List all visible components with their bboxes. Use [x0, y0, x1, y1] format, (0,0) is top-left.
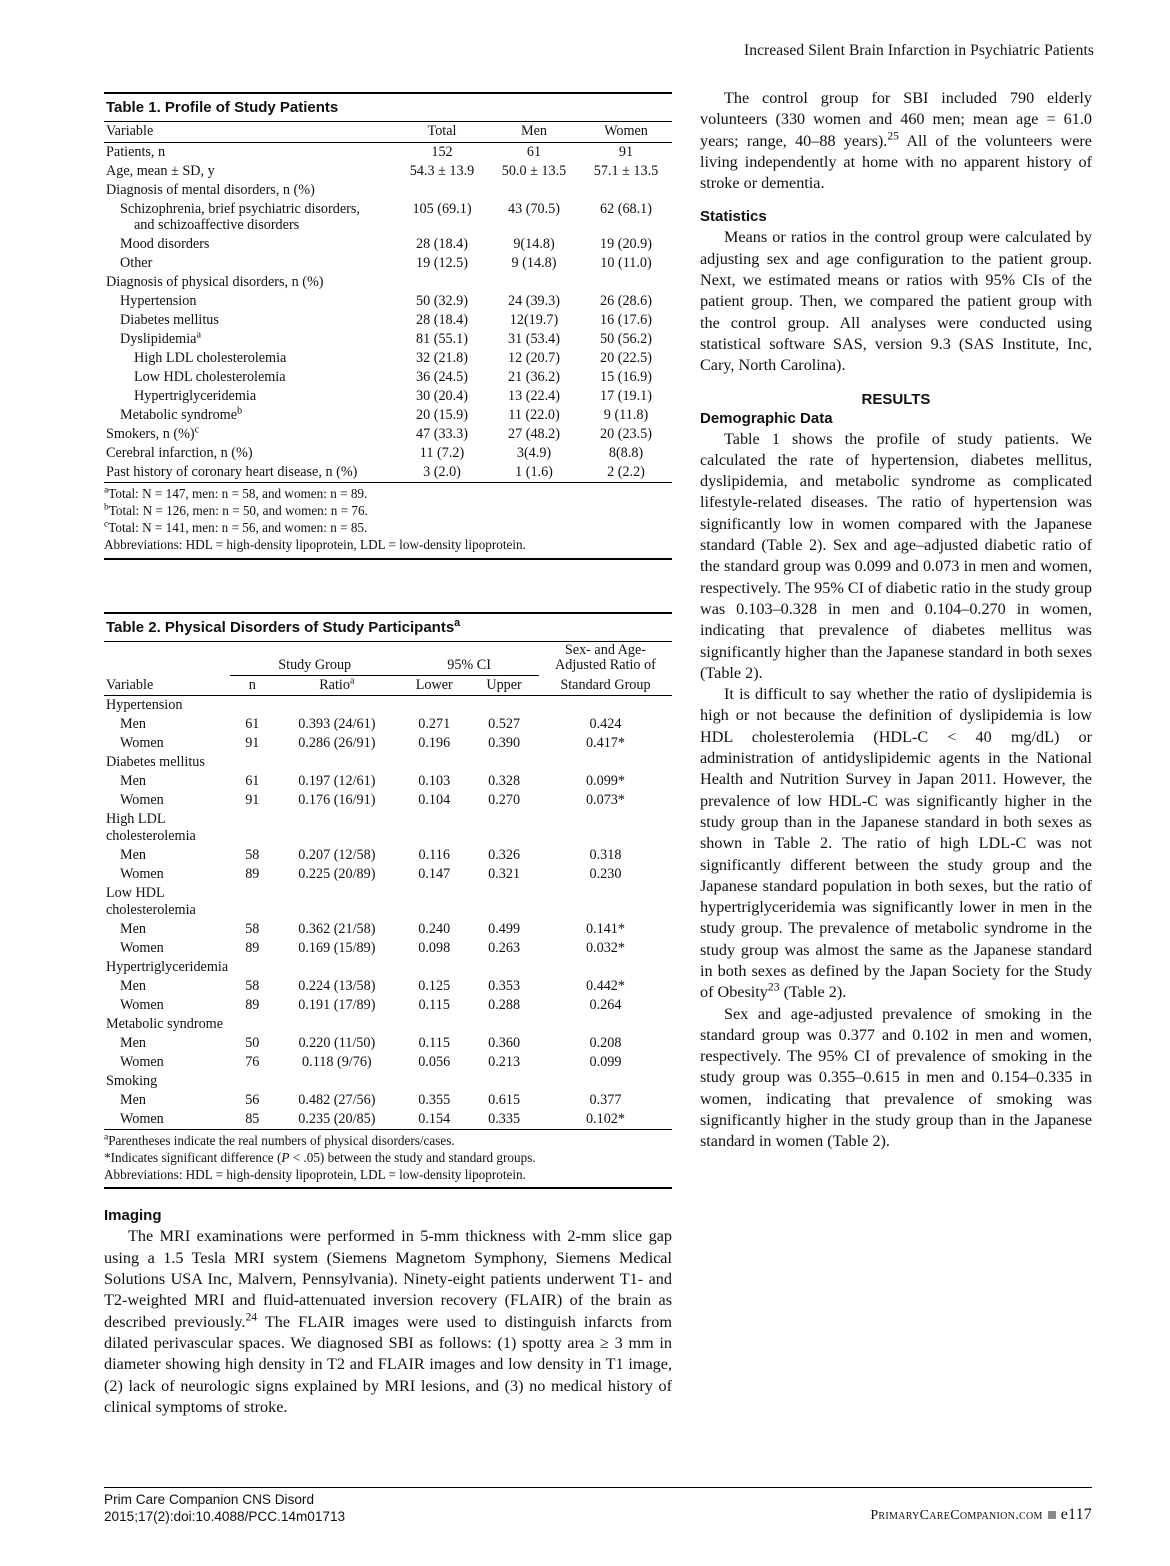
cell-adjusted — [539, 1072, 672, 1091]
table-2-footnotes — [104, 1130, 672, 1190]
row-label: Diagnosis of physical disorders, n (%) — [106, 273, 324, 290]
table-row — [104, 1015, 672, 1034]
cell-total: 50 (32.9) — [415, 292, 468, 309]
results-heading: RESULTS — [861, 390, 931, 408]
table-row — [104, 200, 672, 235]
table-2-grid — [104, 642, 672, 1130]
cell-lower — [399, 1072, 469, 1091]
cell-men: 9(14.8) — [513, 235, 555, 252]
cell-men — [488, 181, 580, 200]
cell-upper — [469, 958, 539, 977]
footnote: $^b$Total: N = 126, men: n = 50, and women: n = 76. — [104, 502, 368, 518]
cell-lower: 0.115 — [418, 1034, 450, 1051]
cell-ratio: 0.207 (12/58) — [298, 846, 376, 863]
cell-n: 85 — [230, 1110, 274, 1130]
row-label: Low HDL cholesterolemia — [134, 368, 286, 385]
cell-women — [580, 181, 672, 200]
cell-men — [488, 273, 580, 292]
cell-total: 28 (18.4) — [415, 311, 468, 328]
footnote: *Indicates significant difference (P < .05) between the study and standard groups. — [104, 1149, 536, 1165]
cell-adjusted — [539, 810, 672, 846]
row-label: Metabolic syndrome — [106, 1015, 224, 1032]
cell-lower — [399, 695, 469, 715]
cell-upper: 0.213 — [488, 1053, 521, 1070]
cell-upper: 0.321 — [488, 865, 521, 882]
cell-ratio — [274, 1072, 399, 1091]
cell-women: 50 (56.2) — [599, 330, 652, 347]
cell-adjusted: 0.377 — [589, 1091, 622, 1108]
table-2-body — [104, 695, 672, 1129]
cell-total: 11 (7.2) — [419, 444, 465, 461]
running-head: Increased Silent Brain Infarction in Psychiatric Patients — [743, 42, 1094, 59]
cell-lower: 0.116 — [418, 846, 450, 863]
cell-ratio: 0.176 (16/91) — [298, 791, 376, 808]
cell-upper — [469, 884, 539, 920]
row-label: Age, mean ± SD, y — [106, 163, 215, 179]
cell-adjusted: 0.318 — [589, 846, 622, 863]
cell-upper — [469, 810, 539, 846]
cell-n: 56 — [245, 1091, 260, 1108]
table-row — [104, 846, 672, 865]
table-row — [104, 791, 672, 810]
cell-total: 30 (20.4) — [415, 387, 468, 404]
cell-lower — [399, 810, 469, 846]
row-label: Men — [120, 977, 147, 994]
cell-n: 61 — [245, 715, 260, 732]
cell-n: 58 — [245, 920, 260, 937]
table-row — [104, 273, 672, 292]
imaging-heading: Imaging — [104, 1207, 162, 1225]
cell-ratio — [274, 884, 399, 920]
cell-adjusted: 0.099* — [585, 772, 625, 789]
cell-men: 13 (22.4) — [507, 387, 560, 404]
cell-women: 17 (19.1) — [599, 387, 652, 404]
col-total: Total — [396, 122, 488, 143]
table-1-title: Table 1. Profile of Study Patients — [104, 92, 672, 122]
row-label: Men — [120, 772, 147, 789]
cell-ratio: 0.362 (21/58) — [298, 920, 376, 937]
cell-ratio: 0.169 (15/89) — [298, 939, 376, 956]
cell-lower: 0.355 — [418, 1091, 451, 1108]
table-row — [104, 254, 672, 273]
table-row — [104, 181, 672, 200]
demographic-paragraph-3: Sex and age-adjusted prevalence of smoking in the standard group was 0.377 and 0.102 in men and women, respectively. The 95% CI of prevalence of smoking in the study group was 0.355–0.615 in men and 0.154–0.335 in women, indicating that prevalence of smoking was significantly higher in the study group than in the Japanese standard in women (Table 2). — [700, 1004, 1092, 1151]
cell-adjusted: 0.141* — [585, 920, 625, 937]
row-label: Women — [120, 1053, 164, 1070]
cell-n: 89 — [245, 996, 260, 1013]
cell-lower: 0.240 — [418, 920, 451, 937]
row-label: Schizophrenia, brief psychiatric disorders, and schizoaffective disorders — [120, 201, 360, 234]
cell-total: 105 (69.1) — [412, 201, 472, 217]
cell-total — [396, 273, 488, 292]
cell-upper: 0.353 — [488, 977, 521, 994]
cell-ratio — [274, 958, 399, 977]
table-row — [104, 715, 672, 734]
cell-lower — [399, 753, 469, 772]
col-lower: Lower — [399, 675, 469, 695]
footer-divider — [104, 1487, 1092, 1488]
demographic-paragraph-2: It is difficult to say whether the ratio of dyslipidemia is high or not because the definition of dyslipidemia is low HDL cholesterolemia (HDL-C < 40 mg/dL) or administration of antidyslipidemic agents in the National Health and Nutrition Survey in Japan 2011. However, the prevalence of low HDL-C was significantly higher in the study group than in the Japanese standard in both sexes as shown in Table 2. The ratio of high LDL-C was not significantly different between the study group and the Japanese standard population in both sexes, but the ratio of hypertriglyceridemia was significantly lower in men in the study group. The prevalence of metabolic syndrome in the study group was almost the same as the Japanese standard in both sexes as defined by the Japan Society for the Study of Obesity$^{23}$ (Table 2). — [700, 685, 1092, 1002]
cell-n: 89 — [245, 939, 260, 956]
col-ratio: Ratio$^a$ — [274, 675, 399, 695]
table-2 — [104, 612, 672, 1190]
cell-ratio: 0.118 (9/76) — [302, 1053, 372, 1070]
cell-women: 15 (16.9) — [599, 368, 652, 385]
cell-n — [230, 884, 274, 920]
group-adjusted: Sex- and Age- Adjusted Ratio of — [555, 641, 656, 674]
row-label: Patients, n — [106, 144, 166, 160]
cell-women: 8(8.8) — [608, 444, 644, 461]
cell-total: 81 (55.1) — [415, 330, 468, 347]
cell-n — [230, 958, 274, 977]
table-1 — [104, 92, 672, 560]
footnote: Abbreviations: HDL = high-density lipoprotein, LDL = low-density lipoprotein. — [104, 536, 526, 552]
cell-adjusted: 0.073* — [585, 791, 625, 808]
cell-adjusted: 0.099 — [589, 1053, 622, 1070]
table-row — [104, 939, 672, 958]
cell-men: 12(19.7) — [509, 311, 559, 328]
table-1-footnotes — [104, 483, 672, 560]
table-row — [104, 292, 672, 311]
cell-lower: 0.271 — [418, 715, 451, 732]
cell-total: 47 (33.3) — [415, 425, 468, 442]
right-column — [700, 88, 1092, 1153]
row-label: Smoking — [106, 1072, 158, 1089]
footer-site — [870, 1506, 1092, 1524]
cell-ratio: 0.220 (11/50) — [298, 1034, 376, 1051]
cell-n: 50 — [245, 1034, 260, 1051]
cell-women: 62 (68.1) — [599, 201, 652, 217]
cell-n: 91 — [245, 791, 260, 808]
col-women: Women — [580, 122, 672, 143]
table-row — [104, 349, 672, 368]
table-row — [104, 425, 672, 444]
cell-total: 19 (12.5) — [415, 254, 468, 271]
row-label: Women — [120, 734, 164, 751]
cell-ratio: 0.393 (24/61) — [298, 715, 376, 732]
table-1-body — [104, 143, 672, 483]
cell-upper: 0.499 — [488, 920, 521, 937]
cell-men: 27 (48.2) — [507, 425, 560, 442]
cell-men: 24 (39.3) — [507, 292, 560, 309]
row-label: Diabetes mellitus — [106, 753, 205, 770]
table-row — [104, 884, 672, 920]
row-label: High LDL cholesterolemia — [106, 810, 196, 844]
cell-ratio: 0.482 (27/56) — [298, 1091, 376, 1108]
cell-women: 26 (28.6) — [599, 292, 652, 309]
cell-lower: 0.125 — [418, 977, 451, 994]
cell-adjusted: 0.208 — [589, 1034, 622, 1051]
cell-n: 91 — [245, 734, 260, 751]
table-row — [104, 1053, 672, 1072]
table-row — [104, 772, 672, 791]
cell-women: 16 (17.6) — [599, 311, 652, 328]
row-label: Past history of coronary heart disease, n (%) — [104, 463, 396, 483]
cell-ratio — [274, 810, 399, 846]
footnote: Abbreviations: HDL = high-density lipoprotein, LDL = low-density lipoprotein. — [104, 1166, 526, 1182]
cell-upper: 0.328 — [488, 772, 521, 789]
table-row — [104, 996, 672, 1015]
col-n: n — [230, 675, 274, 695]
footnote: $^a$Total: N = 147, men: n = 58, and women: n = 89. — [104, 485, 368, 501]
table-row — [104, 865, 672, 884]
cell-men: 50.0 ± 13.5 — [501, 163, 567, 179]
cell-upper: 0.390 — [488, 734, 521, 751]
cell-lower: 0.196 — [418, 734, 451, 751]
cell-ratio — [274, 753, 399, 772]
cell-women: 20 (23.5) — [599, 425, 652, 442]
cell-ratio: 0.286 (26/91) — [298, 734, 376, 751]
table-row — [104, 1110, 672, 1130]
cell-men: 3(4.9) — [516, 444, 552, 461]
cell-men: 43 (70.5) — [507, 201, 560, 217]
cell-ratio: 0.197 (12/61) — [298, 772, 376, 789]
cell-n: 61 — [245, 772, 260, 789]
cell-ratio: 0.191 (17/89) — [298, 996, 376, 1013]
cell-total: 54.3 ± 13.9 — [409, 163, 475, 179]
table-row — [104, 977, 672, 996]
cell-total — [396, 181, 488, 200]
cell-total: 28 (18.4) — [415, 235, 468, 252]
row-label: Women — [120, 865, 164, 882]
cell-total: 36 (24.5) — [415, 368, 468, 385]
table-row — [104, 444, 672, 463]
footer-site-name: PrimaryCareCompanion.com — [870, 1508, 1043, 1523]
cell-n — [230, 1072, 274, 1091]
cell-n — [230, 810, 274, 846]
table-2-head — [104, 642, 672, 696]
cell-n: 58 — [245, 846, 260, 863]
cell-upper — [469, 753, 539, 772]
col-adjusted: Standard Group — [539, 675, 672, 695]
table-row — [104, 675, 672, 695]
table-row — [104, 162, 672, 181]
cell-adjusted: 0.264 — [589, 996, 622, 1013]
cell-adjusted — [539, 753, 672, 772]
row-label: Hypertension — [106, 696, 183, 713]
row-label: Men — [120, 846, 147, 863]
cell-lower: 0.098 — [418, 939, 451, 956]
cell-adjusted: 0.230 — [589, 865, 622, 882]
table-2-title: Table 2. Physical Disorders of Study Participants$^a$ — [104, 612, 672, 642]
table-1-grid — [104, 122, 672, 483]
cell-n — [230, 1015, 274, 1034]
cell-women: 10 (11.0) — [600, 254, 652, 271]
cell-adjusted — [539, 884, 672, 920]
cell-n: 89 — [245, 865, 260, 882]
cell-adjusted: 0.032* — [585, 939, 625, 956]
cell-total: 3 (2.0) — [396, 463, 488, 483]
cell-upper: 0.326 — [488, 846, 521, 863]
table-row — [104, 1072, 672, 1091]
table-row — [104, 1091, 672, 1110]
row-label: Women — [104, 1110, 230, 1130]
cell-adjusted: 0.442* — [585, 977, 625, 994]
cell-lower: 0.115 — [418, 996, 450, 1013]
table-row — [104, 753, 672, 772]
cell-total: 152 — [431, 144, 453, 160]
cell-upper — [469, 1072, 539, 1091]
cell-men: 9 (14.8) — [511, 254, 557, 271]
col-men: Men — [488, 122, 580, 143]
table-row — [104, 235, 672, 254]
table-row — [104, 143, 672, 163]
cell-women: 9 (11.8) — [603, 406, 649, 423]
cell-ratio — [274, 695, 399, 715]
footer-journal-name: Prim Care Companion CNS Disord — [104, 1491, 315, 1507]
row-label: Dyslipidemia$^a$ — [120, 329, 201, 347]
cell-lower: 0.154 — [399, 1110, 469, 1130]
table-row — [104, 368, 672, 387]
row-label: Men — [120, 920, 147, 937]
cell-adjusted — [539, 958, 672, 977]
demographic-heading: Demographic Data — [700, 409, 833, 427]
cell-n — [230, 695, 274, 715]
cell-adjusted: 0.417* — [585, 734, 625, 751]
table-1-head — [104, 122, 672, 143]
footnote: $^c$Total: N = 141, men: n = 56, and women: n = 85. — [104, 519, 368, 535]
table-row — [104, 958, 672, 977]
table-row — [104, 311, 672, 330]
cell-total: 20 (15.9) — [415, 406, 468, 423]
row-label: Diabetes mellitus — [120, 311, 219, 328]
row-label: Hypertriglyceridemia — [134, 387, 257, 404]
row-label: Low HDL cholesterolemia — [106, 884, 196, 918]
footer-journal — [104, 1491, 345, 1526]
col-variable: Variable — [104, 675, 230, 695]
footnote: $^a$Parentheses indicate the real numbers of physical disorders/cases. — [104, 1132, 455, 1148]
cell-n — [230, 753, 274, 772]
cell-n: 58 — [245, 977, 260, 994]
cell-men: 12 (20.7) — [507, 349, 560, 366]
cell-lower: 0.103 — [418, 772, 451, 789]
cell-upper: 0.263 — [488, 939, 521, 956]
cell-upper: 0.335 — [469, 1110, 539, 1130]
cell-n: 76 — [245, 1053, 260, 1070]
row-label: Women — [120, 939, 164, 956]
cell-adjusted — [539, 695, 672, 715]
row-label: Hypertension — [120, 292, 197, 309]
table-row — [104, 387, 672, 406]
table-row — [104, 406, 672, 425]
demographic-paragraph-1: Table 1 shows the profile of study patients. We calculated the rate of hypertension, diabetes mellitus, dyslipidemia, and metabolic syndrome as complicated lifestyle-related diseases. The ratio of hypertension was significantly low in women compared with the Japanese standard (Table 2). Sex and age–adjusted diabetic ratio of the standard group was 0.099 and 0.073 in men and women, respectively. The 95% CI of diabetic ratio in the study group was 0.103–0.328 in men and 0.104–0.270 in women, indicating that prevalence of diabetes mellitus was significantly higher than the Japanese standard in both sexes (Table 2). — [700, 429, 1092, 682]
cell-men: 61 — [526, 144, 542, 160]
row-label: Other — [120, 254, 153, 271]
footer-citation: 2015;17(2):doi:10.4088/PCC.14m01713 — [104, 1509, 346, 1525]
cell-lower — [399, 1015, 469, 1034]
cell-women: 91 — [618, 144, 634, 160]
cell-men: 31 (53.4) — [507, 330, 560, 347]
row-label: Diagnosis of mental disorders, n (%) — [106, 182, 315, 198]
cell-upper: 0.360 — [488, 1034, 521, 1051]
table-row — [104, 463, 672, 483]
square-icon — [1048, 1511, 1056, 1519]
row-label: Mood disorders — [120, 235, 210, 252]
cell-lower — [399, 958, 469, 977]
row-label: Men — [120, 1034, 147, 1051]
imaging-section — [104, 1207, 672, 1418]
cell-ratio: 0.235 (20/85) — [274, 1110, 399, 1130]
table-row — [104, 642, 672, 676]
cell-total: 32 (21.8) — [415, 349, 468, 366]
control-group-paragraph: The control group for SBI included 790 elderly volunteers (330 women and 460 men; mean age = 61.0 years; range, 40–88 years).$^{25}$ All of the volunteers were living independently at home with no apparent history of stroke or dementia. — [700, 89, 1092, 193]
cell-lower: 0.056 — [418, 1053, 451, 1070]
table-row — [104, 330, 672, 349]
cell-upper: 0.615 — [488, 1091, 521, 1108]
cell-men: 1 (1.6) — [488, 463, 580, 483]
imaging-paragraph: The MRI examinations were performed in 5-mm thickness with 2-mm slice gap using a 1.5 Tesla MRI system (Siemens Magnetom Symphony, Siemens Medical Solutions USA Inc, Malvern, Pennsylvania). Ninety-eight patients underwent T1- and T2-weighted MRI and fluid-attenuated inversion recovery (FLAIR) of the brain as described previously.$^{24}$ The FLAIR images were used to distinguish infarcts from dilated perivascular spaces. We diagnosed SBI as follows: (1) spotty area ≥ 3 mm in diameter showing high density in T2 and FLAIR images and low density in T1 image, (2) lack of neurologic signs explained by MRI lesions, and (3) no medical history of clinical symptoms of stroke. — [104, 1227, 672, 1416]
row-label: Men — [120, 715, 147, 732]
cell-adjusted: 0.424 — [589, 715, 622, 732]
table-row — [104, 734, 672, 753]
cell-lower: 0.147 — [418, 865, 451, 882]
cell-upper — [469, 1015, 539, 1034]
cell-lower — [399, 884, 469, 920]
col-variable: Variable — [104, 122, 396, 143]
cell-women — [580, 273, 672, 292]
group-ci: 95% CI — [399, 642, 539, 676]
row-label: Hypertriglyceridemia — [106, 958, 229, 975]
cell-women: 57.1 ± 13.5 — [593, 163, 659, 179]
table-row — [104, 695, 672, 715]
cell-women: 19 (20.9) — [599, 235, 652, 252]
row-label: Metabolic syndrome$^b$ — [120, 405, 243, 423]
cell-women: 20 (22.5) — [599, 349, 652, 366]
table-row — [104, 122, 672, 143]
row-label: Men — [120, 1091, 147, 1108]
row-label: Women — [120, 791, 164, 808]
cell-lower: 0.104 — [418, 791, 451, 808]
statistics-paragraph: Means or ratios in the control group were calculated by adjusting sex and age configuration to the patient group. Next, we estimated means or ratios with 95% CIs of the patient group. Then, we compared the patient group with the control group. All analyses were conducted using statistical software SAS, version 9.3 (SAS Institute, Inc, Cary, North Carolina). — [700, 228, 1092, 375]
table-row — [104, 1034, 672, 1053]
cell-ratio: 0.224 (13/58) — [298, 977, 376, 994]
left-column — [104, 92, 672, 1418]
cell-upper: 0.288 — [488, 996, 521, 1013]
table-row — [104, 920, 672, 939]
cell-upper: 0.270 — [488, 791, 521, 808]
group-study: Study Group — [230, 642, 399, 676]
cell-adjusted — [539, 1015, 672, 1034]
statistics-heading: Statistics — [700, 208, 767, 226]
footer-page-number: e117 — [1060, 1506, 1092, 1523]
cell-upper — [469, 695, 539, 715]
row-label: Cerebral infarction, n (%) — [106, 444, 253, 461]
cell-ratio: 0.225 (20/89) — [298, 865, 376, 882]
row-label: High LDL cholesterolemia — [134, 349, 287, 366]
cell-upper: 0.527 — [488, 715, 521, 732]
cell-women: 2 (2.2) — [580, 463, 672, 483]
row-label: Smokers, n (%)$^c$ — [106, 424, 200, 442]
cell-ratio — [274, 1015, 399, 1034]
table-row — [104, 810, 672, 846]
cell-men: 21 (36.2) — [507, 368, 560, 385]
row-label: Women — [120, 996, 164, 1013]
col-upper: Upper — [469, 675, 539, 695]
cell-men: 11 (22.0) — [508, 406, 560, 423]
cell-adjusted: 0.102* — [539, 1110, 672, 1130]
